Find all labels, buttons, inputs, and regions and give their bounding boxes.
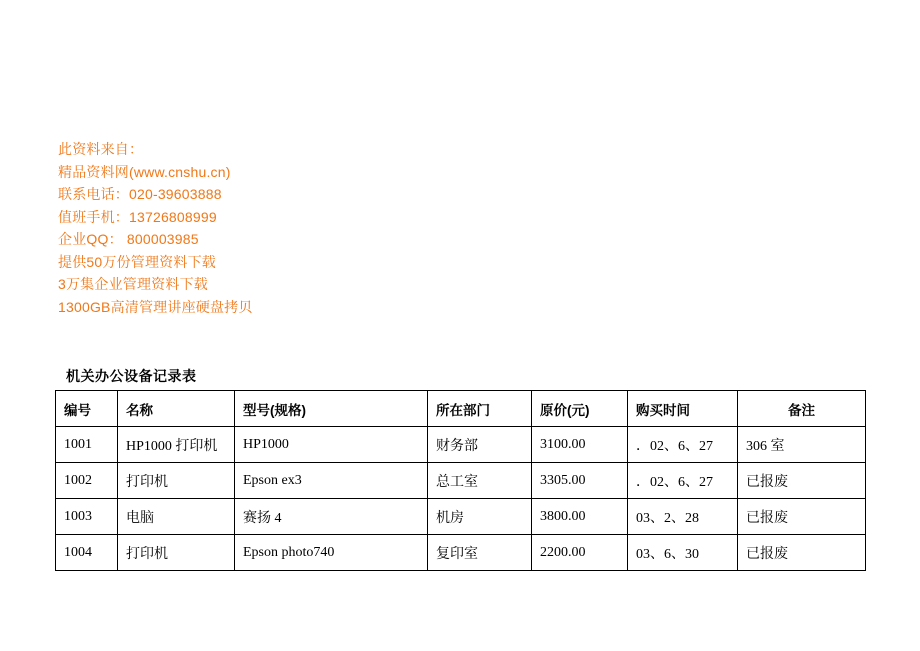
cell-date: ．02、6、27 [628,427,738,463]
table-row [56,499,866,535]
table-body [56,427,866,571]
cell-id: 1002 [56,463,118,499]
promo-block [58,138,253,318]
cell-id: 1004 [56,535,118,571]
cell-date: 03、2、28 [628,499,738,535]
promo-line-4: 值班手机：13726808999 [58,208,217,225]
cell-dept: 财务部 [428,427,532,463]
equipment-table [55,390,866,571]
column-header-model: 型号(规格) [235,391,428,427]
cell-model: HP1000 [235,427,428,463]
table-row [56,535,866,571]
cell-model: 赛扬 4 [235,499,428,535]
cell-remark: 306 室 [738,427,866,463]
column-header-price: 原价(元) [532,391,628,427]
cell-name: 打印机 [118,535,235,571]
cell-date: ．02、6、27 [628,463,738,499]
cell-remark: 已报废 [738,463,866,499]
cell-remark: 已报废 [738,535,866,571]
promo-line-3: 联系电话：020-39603888 [58,186,222,202]
cell-name: 打印机 [118,463,235,499]
cell-price: 2200.00 [532,535,628,571]
column-header-date: 购买时间 [628,391,738,427]
cell-name: 电脑 [118,499,235,535]
column-header-id: 编号 [56,391,118,427]
cell-price: 3800.00 [532,499,628,535]
cell-dept: 总工室 [428,463,532,499]
column-header-name: 名称 [118,391,235,427]
cell-model: Epson ex3 [235,463,428,499]
cell-date: 03、6、30 [628,535,738,571]
promo-line-7: 3万集企业管理资料下载 [58,276,208,292]
promo-line-2: 精品资料网(www.cnshu.cn) [58,163,231,180]
cell-price: 3100.00 [532,427,628,463]
cell-price: 3305.00 [532,463,628,499]
column-header-remark: 备注 [738,391,866,427]
cell-model: Epson photo740 [235,535,428,571]
promo-line-6: 提供50万份管理资料下载 [58,253,216,270]
promo-line-5: 企业QQ： 800003985 [58,231,199,247]
cell-name: HP1000 打印机 [118,427,235,463]
table-header-row [56,391,866,427]
cell-id: 1001 [56,427,118,463]
promo-line-8: 1300GB高清管理讲座硬盘拷贝 [58,298,253,315]
page-title: 机关办公设备记录表 [66,368,197,384]
column-header-dept: 所在部门 [428,391,532,427]
cell-dept: 机房 [428,499,532,535]
cell-dept: 复印室 [428,535,532,571]
table-row [56,427,866,463]
cell-remark: 已报废 [738,499,866,535]
cell-id: 1003 [56,499,118,535]
promo-line-1: 此资料来自： [58,141,144,157]
table-header [56,391,866,427]
table-row [56,463,866,499]
